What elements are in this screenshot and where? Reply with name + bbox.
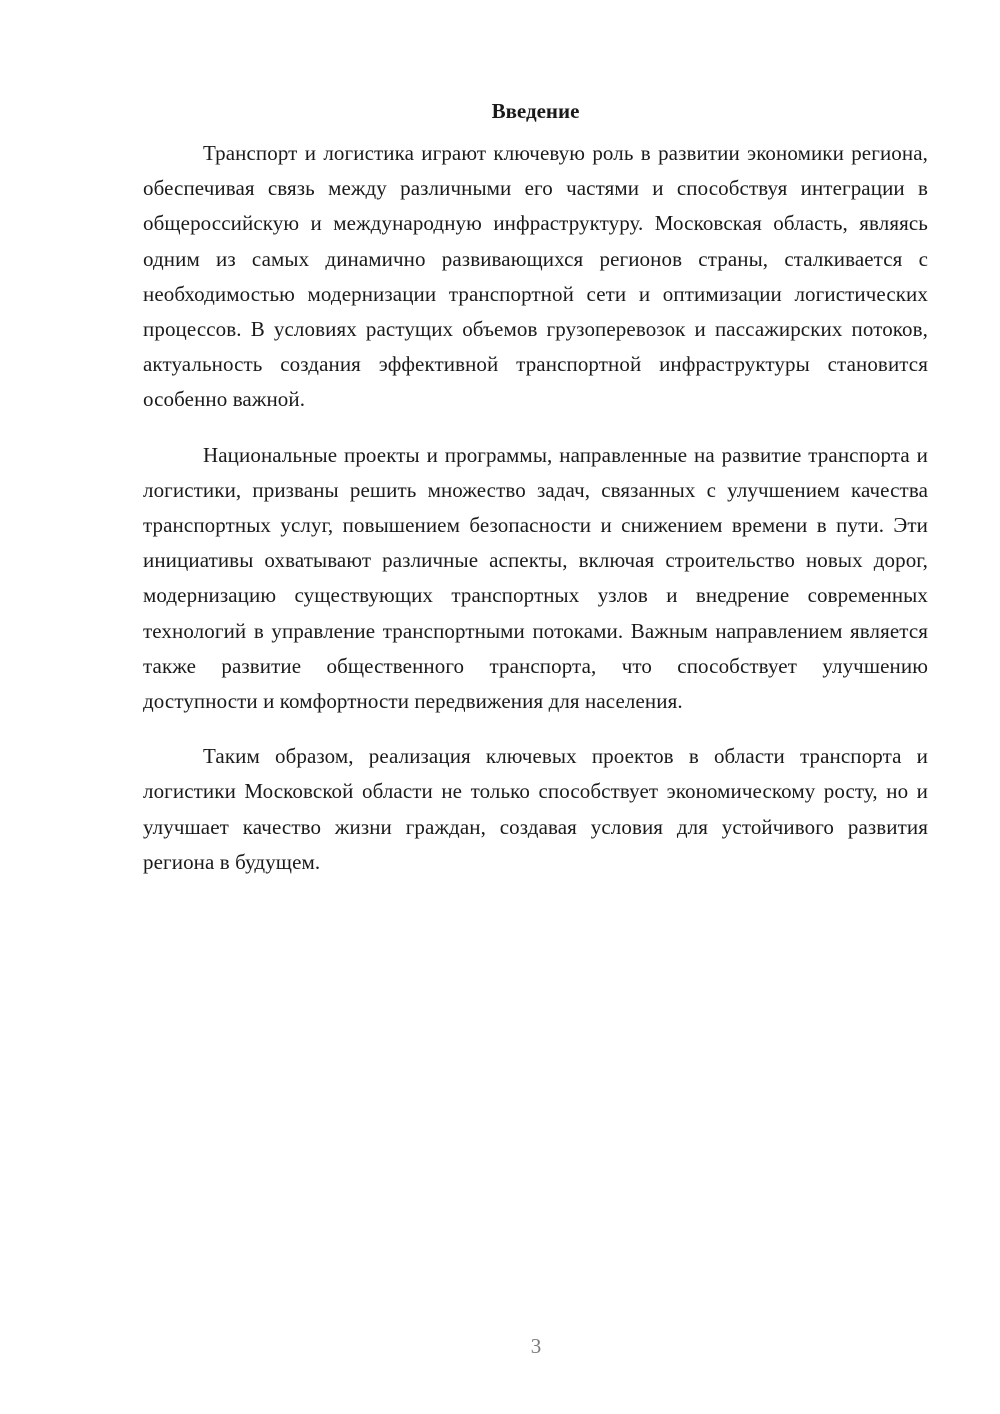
section-heading: Введение bbox=[491, 99, 580, 123]
page-content bbox=[143, 96, 928, 900]
page-number: 3 bbox=[530, 1334, 542, 1358]
paragraph-3: Таким образом, реализация ключевых проектов в области транспорта и логистики Московской области не только способствует экономическому росту, но и улучшает качество жизни граждан, создавая условия для устойчивого развития региона в будущем. bbox=[143, 744, 928, 874]
paragraph-2: Национальные проекты и программы, направленные на развитие транспорта и логистики, призваны решить множество задач, связанных с улучшением качества транспортных услуг, повышением безопасности и снижением времени в пути. Эти инициативы охватывают различные аспекты, включая строительство новых дорог, модернизацию существующих транспортных узлов и внедрение современных технологий в управление транспортными потоками. Важным направлением является также развитие общественного транспорта, что способствует улучшению доступности и комфортности передвижения для населения. bbox=[143, 442, 928, 714]
paragraph-1: Транспорт и логистика играют ключевую роль в развитии экономики региона, обеспечивая связь между различными его частями и способствуя интеграции в общероссийскую и международную инфраструктуру. Московская область, являясь одним из самых динамично развивающихся регионов страны, сталкивается с необходимостью модернизации транспортной сети и оптимизации логистических процессов. В условиях растущих объемов грузоперевозок и пассажирских потоков, актуальность создания эффективной транспортной инфраструктуры становится особенно важной. bbox=[143, 141, 928, 412]
